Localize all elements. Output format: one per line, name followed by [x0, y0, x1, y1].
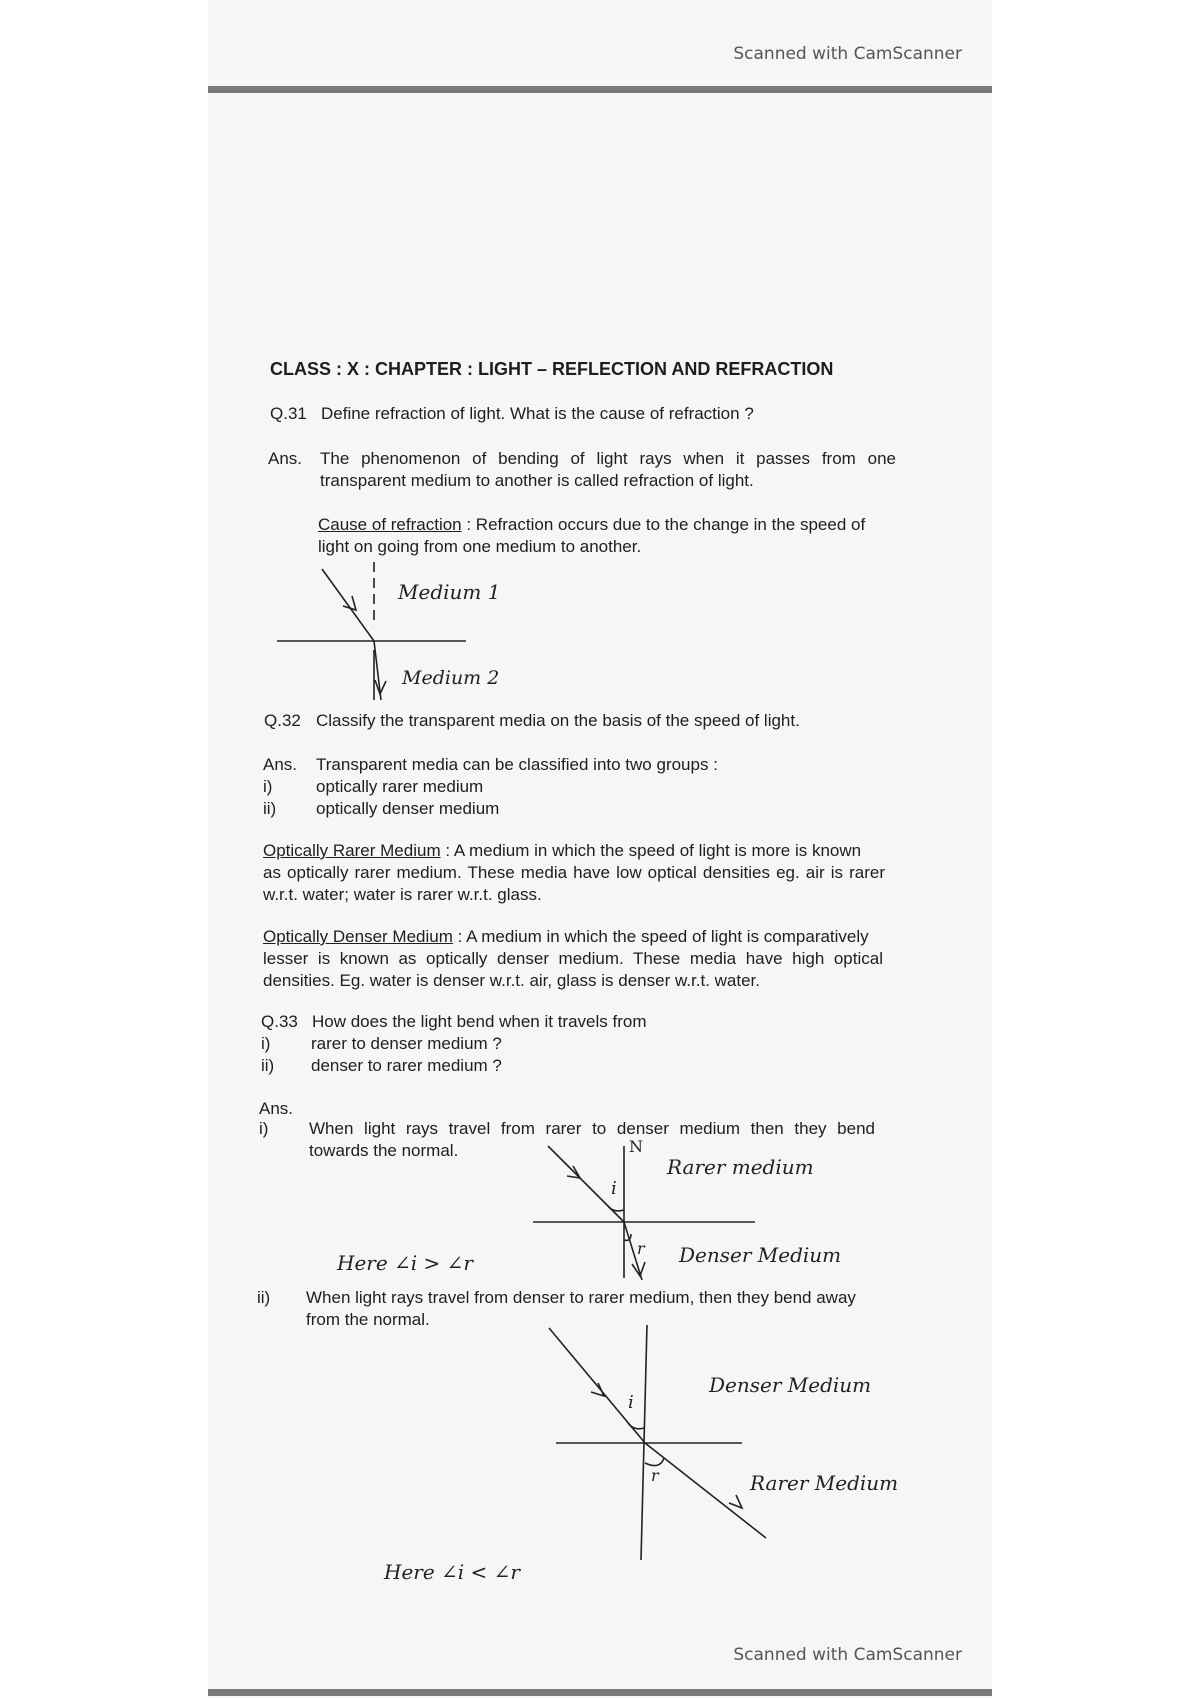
denser-def-line2: lesser is known as optically denser medium. These media have high optical	[263, 949, 883, 968]
rarer-text: : A medium in which the speed of light is more is known	[440, 841, 862, 860]
q33-part1-line1: When light rays travel from rarer to denser medium then they bend	[309, 1119, 875, 1138]
arrowhead-refracted-1	[375, 680, 386, 694]
relation-part2: Here ∠i < ∠r	[384, 1560, 520, 1584]
label-angle-i-1: i	[611, 1178, 617, 1199]
label-denser-medium-2: Denser Medium	[709, 1373, 872, 1397]
q33-item1-text: rarer to denser medium ?	[311, 1034, 502, 1053]
q32-item1-marker: i)	[263, 777, 273, 796]
camscanner-watermark-top: Scanned with CamScanner	[733, 44, 962, 64]
q32-number: Q.32	[264, 711, 301, 730]
refracted-ray-3	[645, 1443, 766, 1538]
chapter-heading: CLASS : X : CHAPTER : LIGHT – REFLECTION AND REFRACTION	[270, 359, 834, 379]
rarer-def-line2: as optically rarer medium. These media have low optical densities eg. air is rarer	[263, 863, 885, 882]
q32-question: Classify the transparent media on the basis of the speed of light.	[316, 711, 800, 730]
denser-term: Optically Denser Medium	[263, 927, 453, 946]
q32-item1-text: optically rarer medium	[316, 777, 484, 796]
label-medium-2: Medium 2	[402, 667, 500, 689]
q32-item2-text: optically denser medium	[316, 799, 500, 818]
angle-arc-i-2	[608, 1206, 624, 1211]
q31-answer-line1: The phenomenon of bending of light rays when it passes from one	[320, 449, 896, 468]
q31-number: Q.31	[270, 404, 307, 423]
q33-item2-marker: ii)	[261, 1056, 275, 1075]
incident-ray-1	[322, 569, 374, 641]
q31-answer-line2: transparent medium to another is called refraction of light.	[320, 471, 754, 490]
relation-part1: Here ∠i > ∠r	[337, 1251, 473, 1275]
arrowhead-refracted-3	[729, 1495, 742, 1508]
q33-part2-line2: from the normal.	[306, 1310, 430, 1329]
rarer-def-line3: w.r.t. water; water is rarer w.r.t. glass.	[263, 885, 542, 904]
camscanner-watermark-bottom: Scanned with CamScanner	[733, 1645, 962, 1665]
q33-part1-marker: i)	[259, 1119, 269, 1138]
denser-def-line3: densities. Eg. water is denser w.r.t. air, glass is denser w.r.t. water.	[263, 971, 761, 990]
diagram-denser-to-rarer	[549, 1325, 766, 1560]
q31-question: Define refraction of light. What is the cause of refraction ?	[321, 404, 754, 423]
rarer-term: Optically Rarer Medium	[263, 841, 441, 860]
q33-ans-label: Ans.	[259, 1099, 294, 1118]
label-angle-r-1: r	[637, 1239, 645, 1258]
q31-cause-line2: light on going from one medium to another.	[318, 537, 642, 556]
q33-question: How does the light bend when it travels from	[312, 1012, 647, 1031]
q33-item1-marker: i)	[261, 1034, 271, 1053]
q33-number: Q.33	[261, 1012, 298, 1031]
cause-text: : Refraction occurs due to the change in the speed of	[461, 515, 866, 534]
cause-term: Cause of refraction	[318, 515, 462, 534]
label-denser-medium-1: Denser Medium	[679, 1243, 842, 1267]
angle-arc-i-3	[628, 1423, 644, 1429]
label-medium-1: Medium 1	[398, 580, 501, 604]
q33-part2-marker: ii)	[257, 1288, 271, 1307]
q32-item2-marker: ii)	[263, 799, 277, 818]
angle-arc-r-3	[645, 1458, 664, 1466]
label-rarer-medium-2: Rarer Medium	[750, 1471, 899, 1495]
label-rarer-medium-1: Rarer medium	[667, 1155, 814, 1179]
q33-part2-line1: When light rays travel from denser to rarer medium, then they bend away	[306, 1288, 856, 1307]
label-angle-r-2: r	[651, 1466, 659, 1485]
q31-ans-label: Ans.	[268, 449, 303, 468]
arrowhead-incident-1	[343, 596, 356, 610]
label-angle-i-2: i	[628, 1392, 634, 1413]
q32-ans-intro: Transparent media can be classified into two groups :	[316, 755, 718, 774]
refracted-ray-1	[374, 641, 381, 700]
q33-part1-line2: towards the normal.	[309, 1141, 459, 1160]
label-normal-n: N	[629, 1137, 643, 1156]
denser-text: : A medium in which the speed of light is comparatively	[452, 927, 869, 946]
q33-item2-text: denser to rarer medium ?	[311, 1056, 502, 1075]
q32-ans-label: Ans.	[263, 755, 298, 774]
